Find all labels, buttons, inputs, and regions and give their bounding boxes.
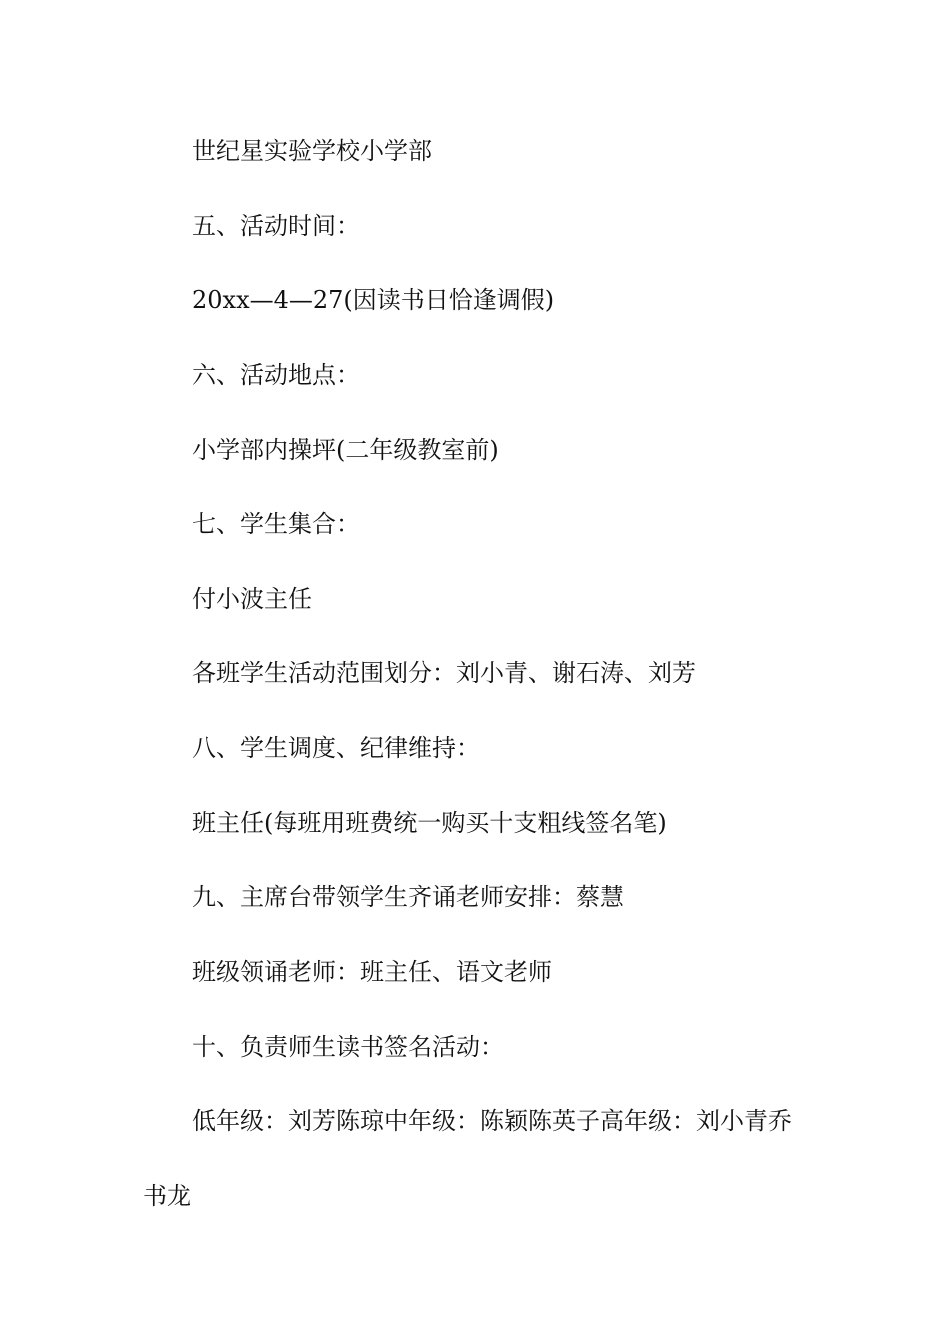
class-teacher-line: 班主任(每班用班费统一购买十支粗线签名笔) (192, 809, 667, 837)
section-6-heading: 六、活动地点： (192, 361, 360, 389)
class-area-line: 各班学生活动范围划分：刘小青、谢石涛、刘芳 (192, 659, 696, 687)
grade-responsibility-continuation: 书龙 (143, 1182, 191, 1210)
section-10-heading: 十、负责师生读书签名活动： (192, 1033, 504, 1061)
school-name-line: 世纪星实验学校小学部 (192, 137, 432, 165)
activity-time-line: 20xx—4—27(因读书日恰逢调假) (192, 286, 555, 314)
section-9-heading: 九、主席台带领学生齐诵老师安排：蔡慧 (192, 883, 624, 911)
section-7-heading: 七、学生集合： (192, 510, 360, 538)
class-reciting-teacher-line: 班级领诵老师：班主任、语文老师 (192, 958, 552, 986)
section-8-heading: 八、学生调度、纪律维持： (192, 734, 480, 762)
gathering-lead-line: 付小波主任 (192, 585, 312, 613)
section-5-heading: 五、活动时间： (192, 212, 360, 240)
grade-responsibility-line: 低年级：刘芳陈琼中年级：陈颖陈英子高年级：刘小青乔 (192, 1107, 792, 1135)
activity-location-line: 小学部内操坪(二年级教室前) (192, 436, 499, 464)
